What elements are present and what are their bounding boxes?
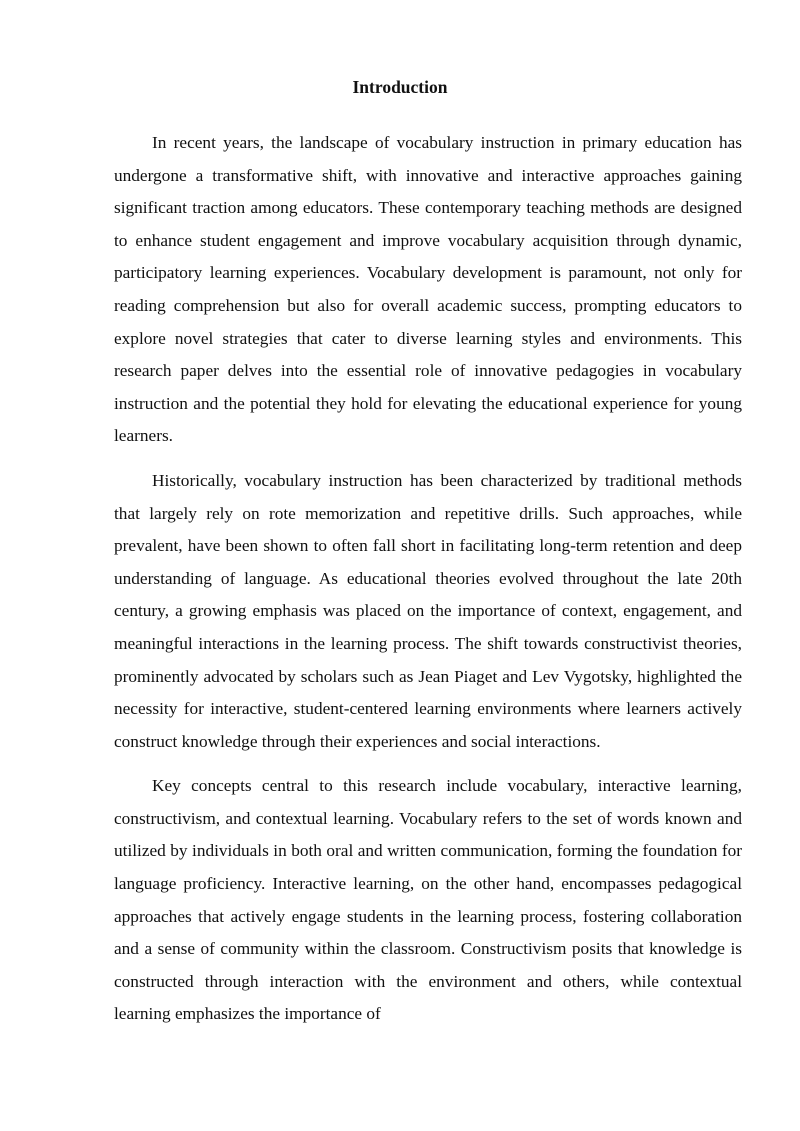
paragraph-2: Historically, vocabulary instruction has been characterized by traditional methods that largely rely on rote memorization and repetitive drills. Such approaches, while prevalent, have been shown to often fall short in facilitating long-term retention and deep understanding of language. As educational theories evolved throughout the late 20th century, a growing emphasis was placed on the importance of context, engagement, and meaningful interactions in the learning process. The shift towards constructivist theories, prominently advocated by scholars such as Jean Piaget and Lev Vygotsky, highlighted the necessity for interactive, student-centered learning environments where learners actively construct knowledge through their experiences and social interactions. — [114, 470, 742, 751]
document-body — [114, 127, 742, 1043]
paragraph-3: Key concepts central to this research include vocabulary, interactive learning, constructivism, and contextual learning. Vocabulary refers to the set of words known and utilized by individuals in both oral and written communication, forming the foundation for language proficiency. Interactive learning, on the other hand, encompasses pedagogical approaches that actively engage students in the learning process, fostering collaboration and a sense of community within the classroom. Constructivism posits that knowledge is constructed through interaction with the environment and others, while contextual learning emphasizes the importance of — [114, 776, 742, 1024]
section-title: Introduction — [352, 77, 448, 97]
paragraph-1: In recent years, the landscape of vocabulary instruction in primary education has undergone a transformative shift, with innovative and interactive approaches gaining significant traction among educators. These contemporary teaching methods are designed to enhance student engagement and improve vocabulary acquisition through dynamic, participatory learning experiences. Vocabulary development is paramount, not only for reading comprehension but also for overall academic success, prompting educators to explore novel strategies that cater to diverse learning styles and environments. This research paper delves into the essential role of innovative pedagogies in vocabulary instruction and the potential they hold for elevating the educational experience for young learners. — [114, 133, 742, 446]
